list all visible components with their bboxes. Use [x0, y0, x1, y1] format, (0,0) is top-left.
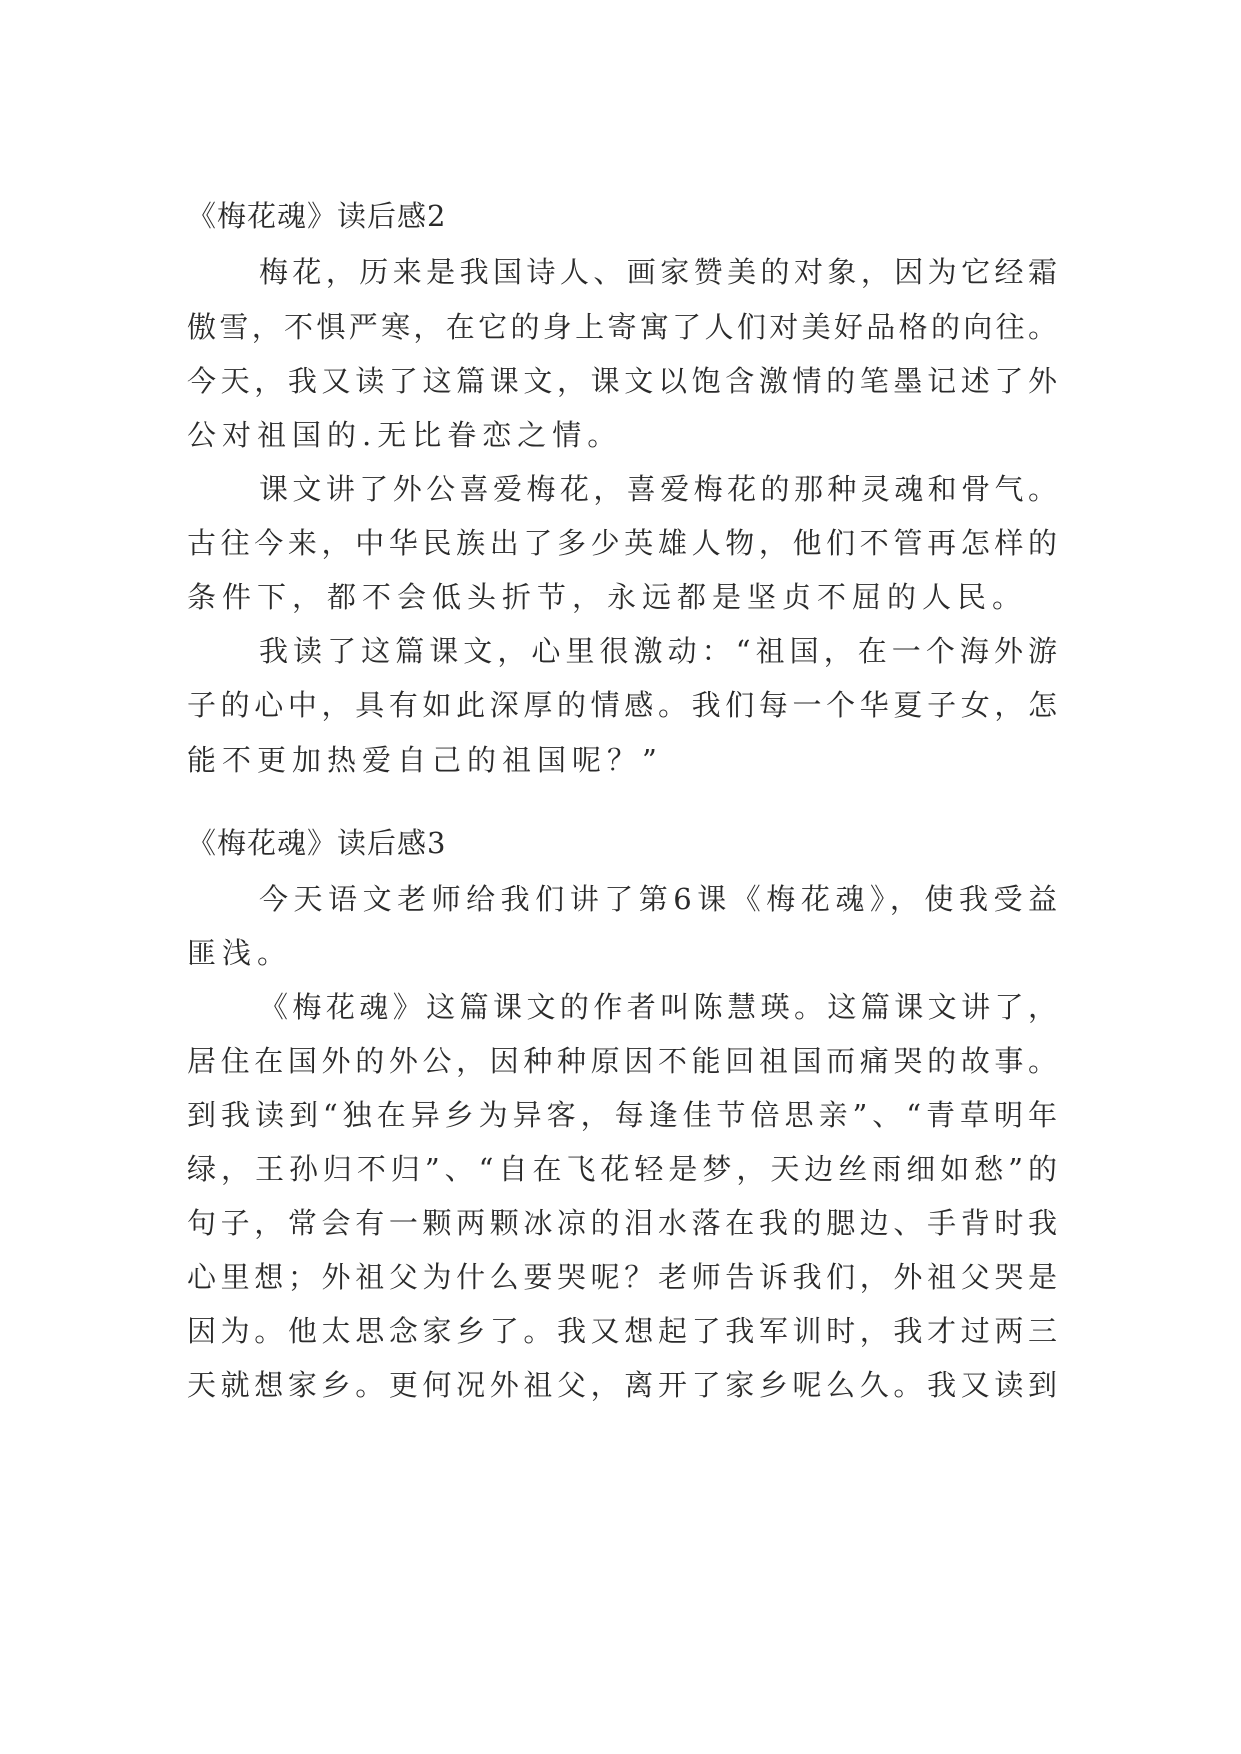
paragraph-line: 傲雪，不惧严寒，在它的身上寄寓了人们对美好品格的向往。	[187, 310, 1057, 344]
paragraph-line: 梅花，历来是我国诗人、画家赞美的对象，因为它经霜	[259, 255, 1057, 289]
paragraph-line: 心里想；外祖父为什么要哭呢？老师告诉我们，外祖父哭是	[187, 1260, 1057, 1294]
paragraph-line: 居住在国外的外公，因种种原因不能回祖国而痛哭的故事。	[187, 1044, 1057, 1078]
paragraph-line: 句子，常会有一颗两颗冰凉的泪水落在我的腮边、手背时我	[187, 1206, 1057, 1240]
section-title: 《梅花魂》读后感2	[187, 199, 447, 233]
paragraph-line: 我读了这篇课文，心里很激动：“祖国，在一个海外游	[259, 634, 1057, 668]
paragraph-line: 公对祖国的.无比眷恋之情。	[187, 418, 623, 452]
section-title: 《梅花魂》读后感3	[187, 826, 447, 860]
paragraph-line: 天就想家乡。更何况外祖父，离开了家乡呢么久。我又读到	[187, 1368, 1057, 1402]
paragraph-line: 条件下，都不会低头折节，永远都是坚贞不屈的人民。	[187, 580, 1028, 614]
paragraph-line: 因为。他太思念家乡了。我又想起了我军训时，我才过两三	[187, 1314, 1057, 1348]
paragraph-line: 《梅花魂》这篇课文的作者叫陈慧瑛。这篇课文讲了，	[259, 990, 1057, 1024]
paragraph-line: 匪浅。	[187, 936, 293, 970]
paragraph-line: 能不更加热爱自己的祖国呢？”	[187, 743, 663, 777]
paragraph-line: 到我读到“独在异乡为异客，每逢佳节倍思亲”、“青草明年	[187, 1098, 1057, 1132]
paragraph-line: 今天，我又读了这篇课文，课文以饱含激情的笔墨记述了外	[187, 364, 1057, 398]
paragraph-line: 子的心中，具有如此深厚的情感。我们每一个华夏子女，怎	[187, 688, 1057, 722]
paragraph-line: 今天语文老师给我们讲了第6课《梅花魂》，使我受益	[259, 882, 1057, 916]
paragraph-line: 绿，王孙归不归”、“自在飞花轻是梦，天边丝雨细如愁”的	[187, 1152, 1057, 1186]
paragraph-line: 古往今来，中华民族出了多少英雄人物，他们不管再怎样的	[187, 526, 1057, 560]
paragraph-line: 课文讲了外公喜爱梅花，喜爱梅花的那种灵魂和骨气。	[259, 472, 1057, 506]
